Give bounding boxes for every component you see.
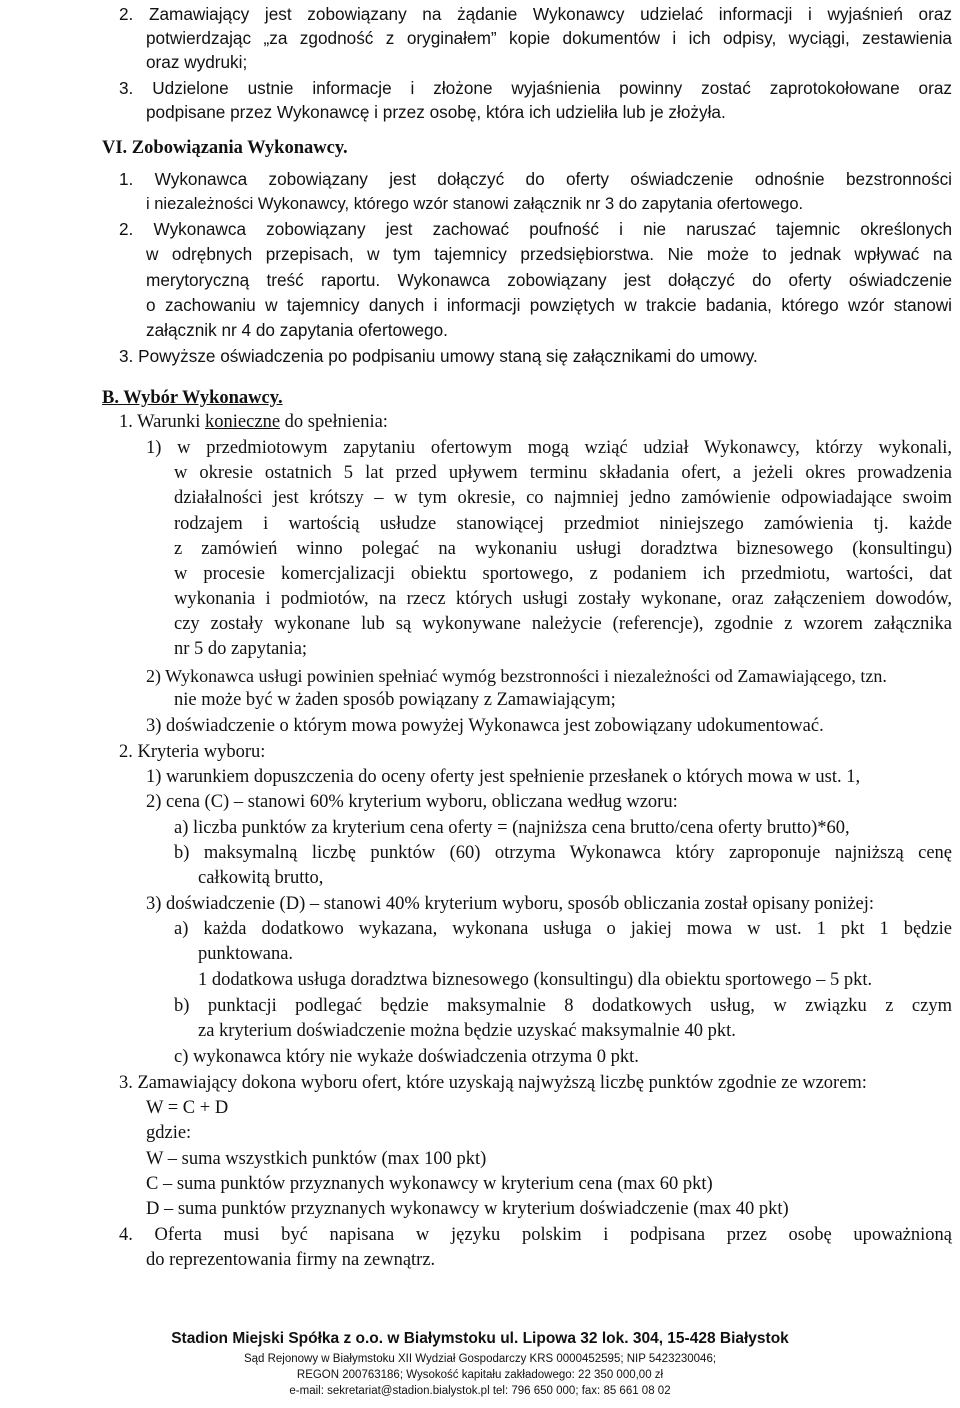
- paragraph-line: 2. Wykonawca zobowiązany jest zachować poufność i nie naruszać tajemnic określonych: [119, 219, 952, 239]
- footer-regon: REGON 200763186; Wysokość kapitału zakładowego: 22 350 000,00 zł: [296, 1369, 664, 1381]
- paragraph-line: do reprezentowania firmy na zewnątrz.: [146, 1250, 436, 1270]
- paragraph-line: merytoryczną treść raportu. Wykonawca zobowiązany jest dołączyć do oferty oświadczenie: [146, 270, 952, 290]
- paragraph-line: czy zostały wykonane lub są wykonywane należycie (referencje), zgodnie z wzorem załącznika: [174, 614, 952, 634]
- paragraph-line: w procesie komercjalizacji obiektu sportowego, z podaniem ich przedmiotu, wartości, dat: [174, 564, 952, 584]
- section-heading-text: B. Wybór Wykonawcy.: [102, 388, 283, 408]
- paragraph-line: a) liczba punktów za kryterium cena oferty = (najniższa cena brutto/cena oferty brutto)*60,: [174, 818, 850, 838]
- footer-company: Stadion Miejski Spółka z o.o. w Białymstoku ul. Lipowa 32 lok. 304, 15-428 Białystok: [171, 1330, 789, 1347]
- paragraph-line: b) punktacji podlegać będzie maksymalnie 8 dodatkowych usług, w związku z czym: [174, 996, 952, 1016]
- section-heading: [102, 386, 283, 410]
- paragraph-line: D – suma punktów przyznanych wykonawcy w kryterium doświadczenie (max 40 pkt): [146, 1199, 789, 1219]
- paragraph-line: 1) warunkiem dopuszczenia do oceny oferty jest spełnienie przesłanek o których mowa w ust. 1,: [146, 767, 861, 787]
- paragraph-line: 1 dodatkowa usługa doradztwa biznesowego (konsultingu) dla obiektu sportowego – 5 pkt.: [198, 970, 873, 990]
- paragraph-line: w okresie ostatnich 5 lat przed upływem terminu składania ofert, a jeżeli okres prowadzenia: [174, 463, 952, 483]
- subsection-heading: 2. Kryteria wyboru:: [119, 742, 266, 762]
- paragraph-line: 3) doświadczenie (D) – stanowi 40% kryterium wyboru, sposób obliczania został opisany poniżej:: [146, 894, 875, 914]
- heading-part: 1. Warunki: [119, 412, 206, 432]
- paragraph-line: nr 5 do zapytania;: [174, 639, 308, 659]
- paragraph-line: punktowana.: [198, 944, 294, 964]
- paragraph-line: rodzajem i wartością usłudze stanowiącej przedmiot niniejszego zamówienia tj. każde: [174, 514, 952, 534]
- paragraph-line: W – suma wszystkich punktów (max 100 pkt): [146, 1149, 487, 1169]
- paragraph-line: a) każda dodatkowo wykazana, wykonana usługa o jakiej mowa w ust. 1 pkt 1 będzie: [174, 919, 952, 939]
- paragraph-line: z zamówień winno polegać na wykonaniu usługi doradztwa biznesowego (konsultingu): [174, 539, 952, 559]
- paragraph-line: 2) Wykonawca usługi powinien spełniać wymóg bezstronności i niezależności od Zamawiającego, tzn.: [146, 666, 887, 686]
- heading-part: do spełnienia:: [280, 412, 388, 432]
- section-heading: VI. Zobowiązania Wykonawcy.: [102, 138, 348, 158]
- paragraph-line: C – suma punktów przyznanych wykonawcy w kryterium cena (max 60 pkt): [146, 1174, 713, 1194]
- paragraph-line: 4. Oferta musi być napisana w języku polskim i podpisana przez osobę upoważnioną: [119, 1225, 952, 1245]
- paragraph-line: załącznik nr 4 do zapytania ofertowego.: [146, 320, 448, 340]
- underlined-word: konieczne: [205, 412, 281, 432]
- paragraph-line: w odrębnych przepisach, w tym tajemnicy przedsiębiorstwa. Nie może to jednak wpływać na: [146, 244, 952, 264]
- paragraph-line: i niezależności Wykonawcy, którego wzór stanowi załącznik nr 3 do zapytania ofertowego.: [146, 195, 804, 213]
- subsection-heading: 3. Zamawiający dokona wyboru ofert, które uzyskają najwyższą liczbę punktów zgodnie ze wzorem:: [119, 1073, 867, 1093]
- footer-court: Sąd Rejonowy w Białymstoku XII Wydział Gospodarczy KRS 0000452595; NIP 5423230046;: [243, 1353, 717, 1365]
- paragraph-line: 1. Wykonawca zobowiązany jest dołączyć do oferty oświadczenie odnośnie bezstronności: [119, 169, 952, 189]
- paragraph-line: 2. Zamawiający jest zobowiązany na żądanie Wykonawcy udzielać informacji i wyjaśnień oraz: [119, 4, 952, 24]
- footer-contact: e-mail: sekretariat@stadion.bialystok.pl tel: 796 650 000; fax: 85 661 08 02: [289, 1385, 671, 1397]
- paragraph-line: gdzie:: [146, 1123, 192, 1143]
- paragraph-line: 3. Powyższe oświadczenia po podpisaniu umowy staną się załącznikami do umowy.: [119, 346, 758, 366]
- paragraph-line: działalności jest krótszy – w tym okresie, co najmniej jedno zamówienie odpowiadające swoim: [174, 488, 952, 508]
- paragraph-line: o zachowaniu w tajemnicy danych i informacji powziętych w trakcie badania, którego wzór stanowi: [146, 295, 952, 315]
- paragraph-line: oraz wydruki;: [146, 52, 248, 72]
- formula: W = C + D: [146, 1098, 229, 1118]
- subsection-heading: [119, 410, 388, 434]
- paragraph-line: podpisane przez Wykonawcę i przez osobę, która ich udzieliła lub je złożyła.: [146, 102, 726, 122]
- paragraph-line: 3. Udzielone ustnie informacje i złożone wyjaśnienia powinny zostać zaprotokołowane oraz: [119, 78, 952, 98]
- paragraph-line: za kryterium doświadczenie można będzie uzyskać maksymalnie 40 pkt.: [198, 1021, 736, 1041]
- paragraph-line: potwierdzając „za zgodność z oryginałem” kopie dokumentów i ich odpisy, wyciągi, zestawienia: [146, 28, 952, 48]
- paragraph-line: b) maksymalną liczbę punktów (60) otrzyma Wykonawca który zaproponuje najniższą cenę: [174, 843, 952, 863]
- paragraph-line: 1) w przedmiotowym zapytaniu ofertowym mogą wziąć udział Wykonawcy, którzy wykonali,: [146, 438, 952, 458]
- paragraph-line: 3) doświadczenie o którym mowa powyżej Wykonawca jest zobowiązany udokumentować.: [146, 716, 824, 736]
- paragraph-line: 2) cena (C) – stanowi 60% kryterium wyboru, obliczana według wzoru:: [146, 792, 678, 812]
- paragraph-line: wykonania i podmiotów, na rzecz których usługi zostały wykonane, oraz załączeniem dowodów,: [174, 589, 952, 609]
- paragraph-line: c) wykonawca który nie wykaże doświadczenia otrzyma 0 pkt.: [174, 1047, 639, 1067]
- paragraph-line: nie może być w żaden sposób powiązany z Zamawiającym;: [174, 690, 616, 710]
- paragraph-line: całkowitą brutto,: [198, 868, 324, 888]
